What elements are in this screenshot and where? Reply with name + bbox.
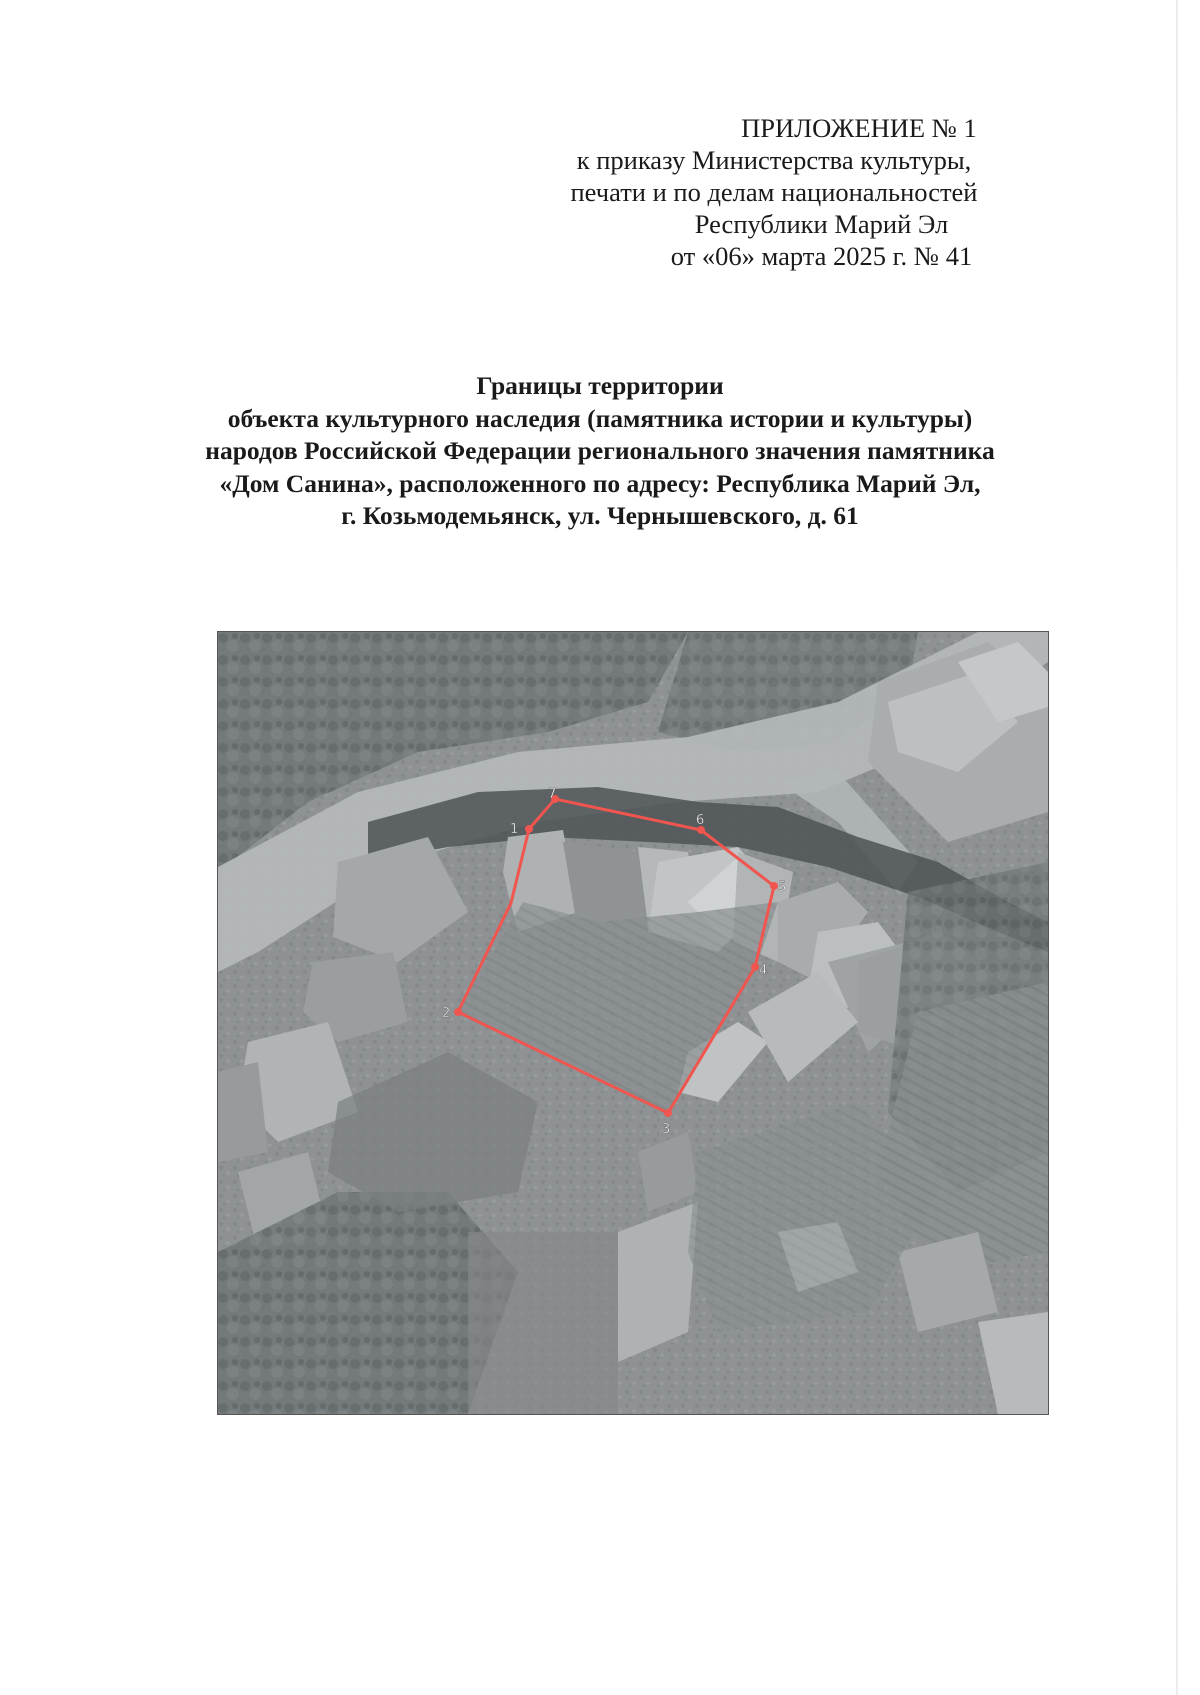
title-line-4: «Дом Санина», расположенного по адресу: Республика Марий Эл, [219,468,981,498]
appendix-line-4: от «06» марта 2025 г. № 41 [670,241,973,271]
boundary-point-2-label: 2 [442,1006,451,1021]
document-title [150,370,1050,533]
boundary-point-1-label: 1 [510,822,519,837]
boundary-point-4-label: 4 [759,963,768,978]
appendix-number: ПРИЛОЖЕНИЕ № 1 [741,113,977,143]
appendix-header [474,112,1074,272]
boundary-point-6-label: 6 [696,813,705,828]
boundary-point-7-label: 7 [548,787,557,802]
page-edge [1176,0,1178,1695]
aerial-map [217,631,1049,1415]
appendix-line-3: Республики Марий Эл [694,209,949,239]
title-line-5: г. Козьмодемьянск, ул. Чернышевского, д. 61 [341,501,859,530]
title-line-1: Границы территории [476,371,724,400]
boundary-point-3-label: 3 [662,1122,671,1137]
appendix-line-2: печати и по делам национальностей [570,177,978,207]
aerial-map-image [218,632,1048,1414]
boundary-point-6 [696,813,705,834]
appendix-line-1: к приказу Министерства культуры, [576,145,972,175]
title-line-3: народов Российской Федерации регионального значения памятника [205,436,995,465]
boundary-point-5-label: 5 [778,880,787,895]
title-line-2: объекта культурного наследия (памятника истории и культуры) [227,403,973,433]
